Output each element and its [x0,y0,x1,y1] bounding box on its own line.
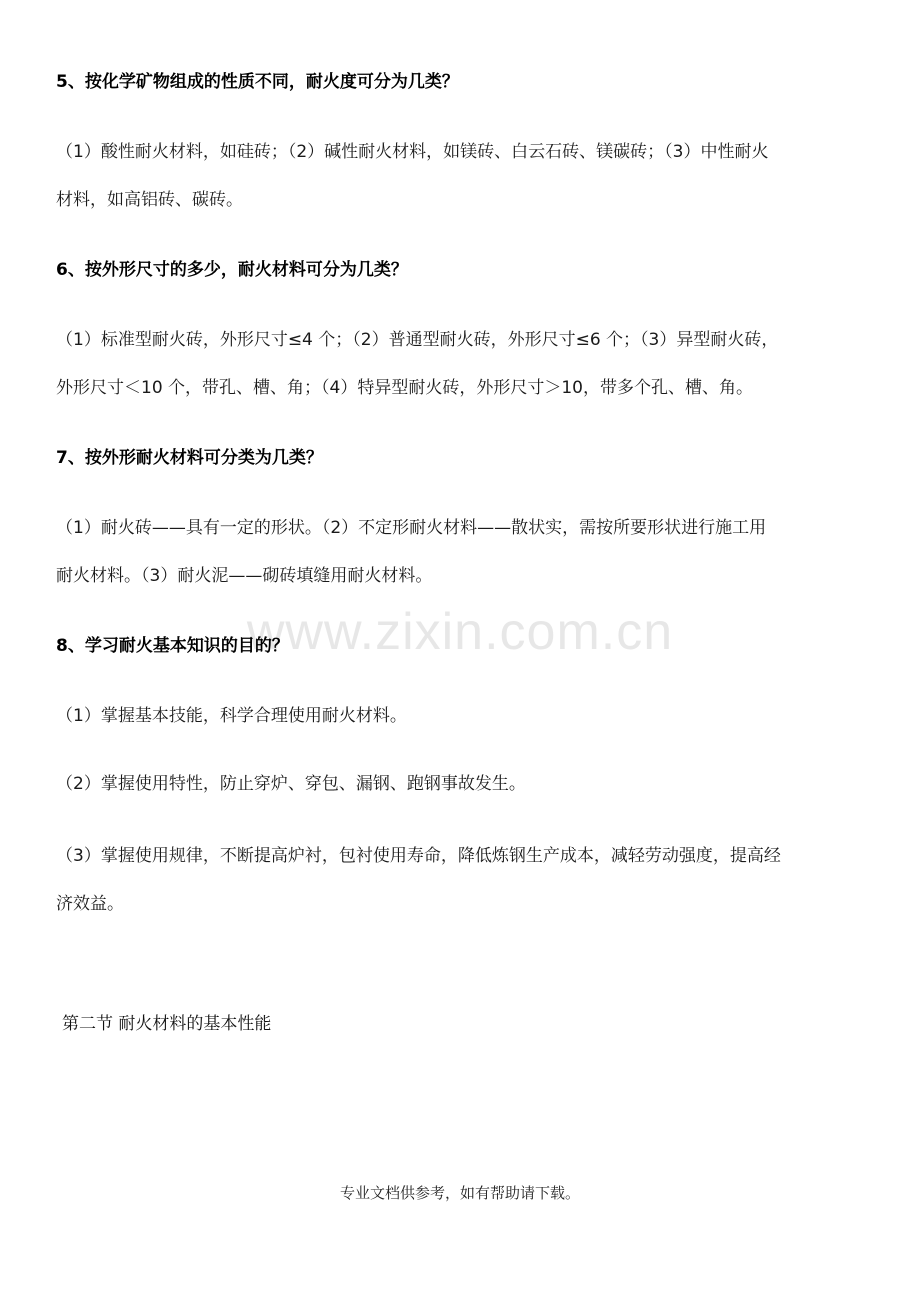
answer-7 [56,504,856,600]
answer-8-item-2-text: （2）掌握使用特性，防止穿炉、穿包、漏钢、跑钢事故发生。 [56,774,526,794]
page-footer: 专业文档供参考，如有帮助请下载。 [339,1184,580,1202]
answer-8-item-3-line-2: 济效益。 [56,894,124,914]
answer-5-line-2: 材料，如高铝砖、碳砖。 [56,190,243,210]
answer-6-line-2: 外形尺寸＜10 个，带孔、槽、角；（4）特异型耐火砖，外形尺寸＞10，带多个孔、槽、角。 [56,378,753,398]
section-heading: 第二节 耐火材料的基本性能 [62,1014,272,1034]
watermark: www.zixin.com.cn [246,603,674,661]
answer-8-item-3-line-1: （3）掌握使用规律，不断提高炉衬，包衬使用寿命，降低炼钢生产成本，减轻劳动强度，提高经 [56,846,781,866]
answer-8-item-2 [56,760,856,808]
answer-6-line-1: （1）标准型耐火砖，外形尺寸≤4 个；（2）普通型耐火砖，外形尺寸≤6 个；（3）异型耐火砖， [56,330,779,350]
answer-5 [56,128,856,224]
question-6-heading: 6、按外形尺寸的多少，耐火材料可分为几类？ [56,260,408,280]
question-5-heading: 5、按化学矿物组成的性质不同，耐火度可分为几类？ [56,72,459,92]
answer-7-line-1: （1）耐火砖——具有一定的形状。（2）不定形耐火材料——散状实，需按所要形状进行施工用 [56,518,767,538]
answer-6 [56,316,856,412]
answer-8-item-3 [56,832,856,928]
answer-8-item-1-text: （1）掌握基本技能，科学合理使用耐火材料。 [56,706,407,726]
answer-5-line-1: （1）酸性耐火材料，如硅砖；（2）碱性耐火材料，如镁砖、白云石砖、镁碳砖；（3）中性耐火 [56,142,769,162]
answer-8-item-1 [56,692,856,740]
question-8-heading: 8、学习耐火基本知识的目的？ [56,636,289,656]
question-7-heading: 7、按外形耐火材料可分类为几类？ [56,448,323,468]
answer-7-line-2: 耐火材料。（3）耐火泥——砌砖填缝用耐火材料。 [56,566,433,586]
